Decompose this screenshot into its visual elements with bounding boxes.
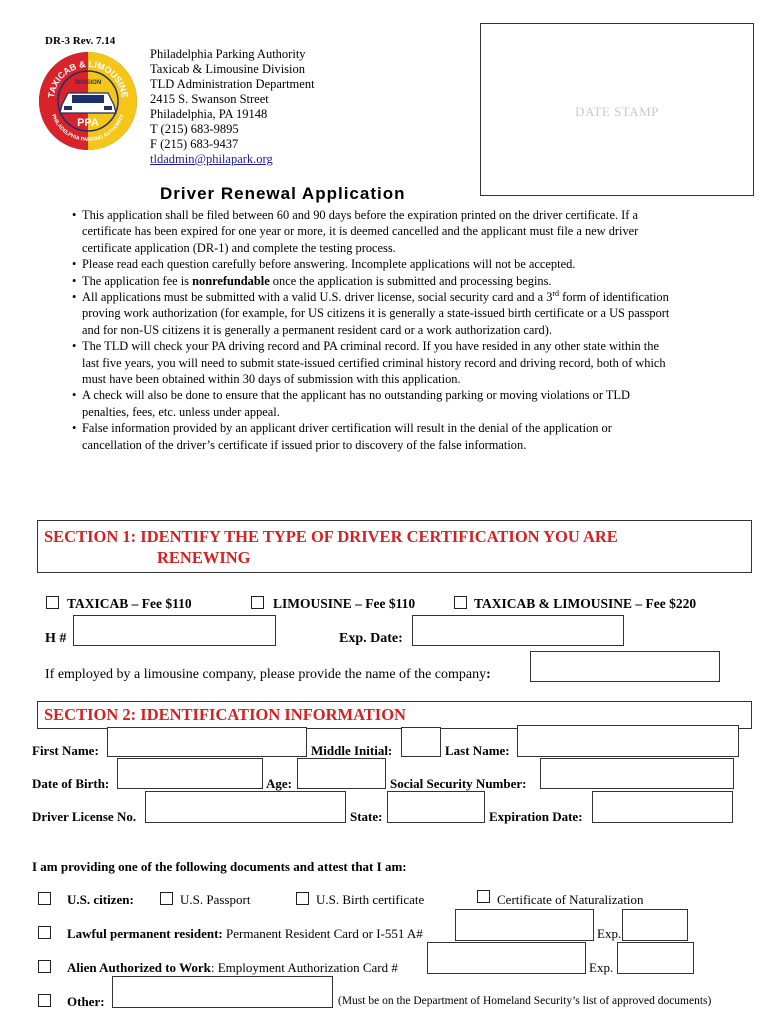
other-label: Other: [67,994,105,1009]
section1-heading: SECTION 1: IDENTIFY THE TYPE OF DRIVER CERTIFICATION YOU ARE RENEWING [37,520,752,573]
date-stamp-box [480,23,754,196]
org-line: T (215) 683-9895 [150,122,239,136]
limousine-checkbox[interactable] [251,596,264,609]
org-line: 2415 S. Swanson Street [150,92,269,106]
lpr-exp-label: Exp. [597,926,622,941]
ssn-field[interactable] [540,758,734,789]
alien-authorized-checkbox[interactable] [38,960,51,973]
other-checkbox[interactable] [38,994,51,1007]
company-name-field[interactable] [530,651,720,682]
other-note: (Must be on the Department of Homeland Security’s list of approved documents) [338,995,712,1007]
list-item: • The application fee is nonrefundable once the application is submitted and processing begins. [72,273,672,289]
alien-authorized-label: Alien Authorized to Work: Employment Authorization Card # [67,960,398,975]
age-label: Age: [266,776,292,791]
logo-middle-text: DIVISION [74,80,102,86]
alien-exp-label: Exp. [589,960,614,975]
list-item: • This application shall be filed between 60 and 90 days before the expiration printed on the driver certificate. If a certificate has been expired for one year or more, it is deemed cancelled and the applicant must file a new driver certificate application (DR-1) and complete the testing process. [72,207,672,256]
taxicab-limousine-option-label: TAXICAB & LIMOUSINE – Fee $220 [474,596,697,611]
expiration-date-field[interactable] [592,791,733,823]
form-code: DR-3 Rev. 7.14 [45,35,116,47]
car-icon [60,93,116,113]
org-line: Philadelphia Parking Authority [150,47,306,61]
dob-field[interactable] [117,758,263,789]
exp-date-label: Exp. Date: [339,631,403,646]
ssn-label: Social Security Number: [390,776,527,791]
first-name-field[interactable] [107,727,307,757]
org-line: F (215) 683-9437 [150,137,239,151]
naturalization-checkbox[interactable] [477,890,490,903]
other-document-field[interactable] [112,976,333,1008]
logo-top-text: TAXICAB & LIMOUSINE [46,58,130,99]
list-item: • All applications must be submitted with a valid U.S. driver license, social security card and a 3rd form of identification proving work authorization (for example, for US citizens it is generally a state-issued birth certificate or a US passport and for non-US citizens it is generally a permanent resident card or a work authorization card). [72,289,672,338]
us-birth-certificate-label: U.S. Birth certificate [316,892,425,907]
logo-monogram: PPA [77,117,99,129]
h-number-label: H # [45,631,67,646]
us-birth-certificate-checkbox[interactable] [296,892,309,905]
taxicab-option-label: TAXICAB – Fee $110 [67,596,192,611]
state-field[interactable] [387,791,485,823]
dob-label: Date of Birth: [32,776,110,791]
naturalization-label: Certificate of Naturalization [497,892,644,907]
org-line: Philadelphia, PA 19148 [150,107,268,121]
us-citizen-label: U.S. citizen: [67,892,134,907]
attest-statement: I am providing one of the following documents and attest that I am: [32,859,407,874]
age-field[interactable] [297,758,386,789]
list-item: • The TLD will check your PA driving record and PA criminal record. If you have resided in any other state within the last five years, you will need to submit state-issued certified criminal history record and driving record, both of which must have been obtained within 30 days of submission with this application. [72,338,672,387]
org-line: Taxicab & Limousine Division [150,62,306,76]
email-link[interactable]: tldadmin@philapark.org [150,152,273,166]
expiration-date-label: Expiration Date: [489,809,583,824]
us-passport-label: U.S. Passport [180,892,251,907]
list-item: • False information provided by an applicant driver certification will result in the denial of the application or cancellation of the driver’s certificate if issued prior to discovery of the false information. [72,420,672,453]
list-item: • Please read each question carefully before answering. Incomplete applications will not be accepted. [72,256,672,272]
driver-license-label: Driver License No. [32,809,137,824]
date-stamp-label: DATE STAMP [575,104,659,119]
last-name-label: Last Name: [445,743,510,758]
taxicab-limousine-checkbox[interactable] [454,596,467,609]
h-number-field[interactable] [73,615,276,646]
us-passport-checkbox[interactable] [160,892,173,905]
logo-bottom-text: PHILADELPHIA PARKING AUTHORITY [50,113,126,144]
us-citizen-checkbox[interactable] [38,892,51,905]
instructions-list [72,207,672,453]
a-number-field[interactable] [455,909,594,941]
company-prompt: If employed by a limousine company, please provide the name of the company: [45,667,491,682]
middle-initial-label: Middle Initial: [311,743,393,758]
lpr-exp-field[interactable] [622,909,688,941]
limousine-option-label: LIMOUSINE – Fee $110 [273,596,416,611]
org-line: TLD Administration Department [150,77,315,91]
exp-date-field[interactable] [412,615,624,646]
driver-license-field[interactable] [145,791,346,823]
org-address [150,47,315,167]
first-name-label: First Name: [32,743,99,758]
list-item: • A check will also be done to ensure that the applicant has no outstanding parking or moving violations or TLD penalties, fees, etc. unless under appeal. [72,387,672,420]
page-title: Driver Renewal Application [160,184,406,203]
last-name-field[interactable] [517,725,739,757]
alien-exp-field[interactable] [617,942,694,974]
taxicab-checkbox[interactable] [46,596,59,609]
employment-authorization-field[interactable] [427,942,586,974]
lawful-permanent-resident-checkbox[interactable] [38,926,51,939]
lawful-permanent-resident-label: Lawful permanent resident: Permanent Resident Card or I-551 A# [67,926,423,941]
middle-initial-field[interactable] [401,727,441,757]
state-label: State: [350,809,383,824]
ppa-logo [38,51,138,151]
section2-heading: SECTION 2: IDENTIFICATION INFORMATION [37,701,752,729]
